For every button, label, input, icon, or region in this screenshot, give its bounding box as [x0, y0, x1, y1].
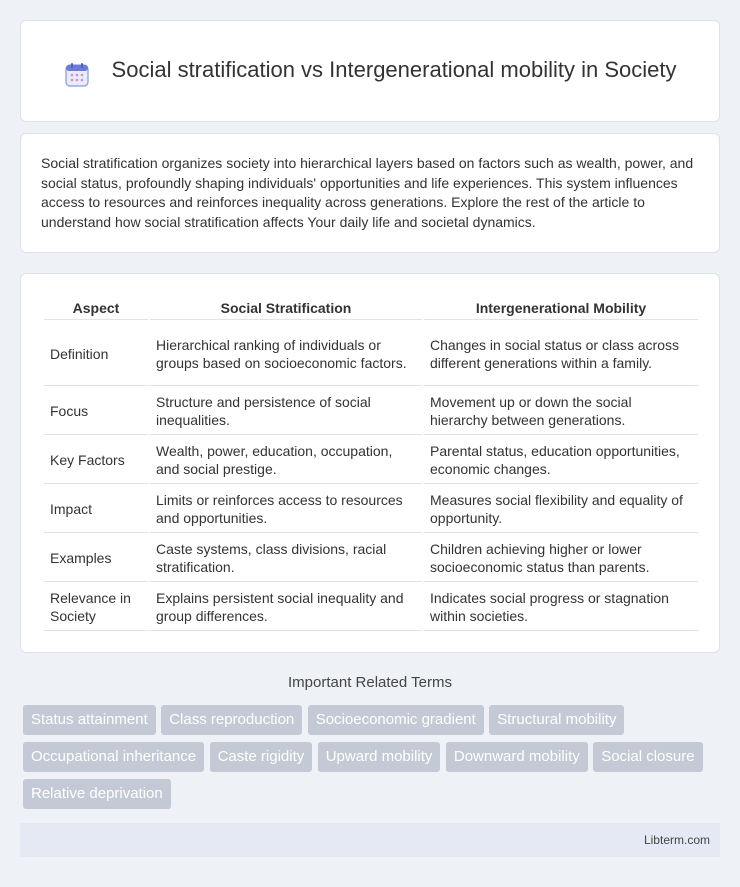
tag-occupational-inheritance[interactable]: Occupational inheritance	[23, 742, 204, 772]
table-row	[44, 322, 698, 386]
cell-mobility: Parental status, education opportunities, economic changes.	[424, 437, 698, 484]
footer	[20, 823, 720, 857]
cell-stratification: Hierarchical ranking of individuals or groups based on socioeconomic factors.	[150, 322, 422, 386]
table-row	[44, 437, 698, 484]
cell-aspect: Focus	[44, 388, 148, 435]
intro-card	[20, 133, 720, 253]
tag-socioeconomic-gradient[interactable]: Socioeconomic gradient	[308, 705, 484, 735]
tag-downward-mobility[interactable]: Downward mobility	[446, 742, 588, 772]
header-social-stratification: Social Stratification	[150, 296, 422, 320]
tag-social-closure[interactable]: Social closure	[593, 742, 702, 772]
cell-aspect: Examples	[44, 535, 148, 582]
comparison-card	[20, 273, 720, 653]
comparison-table	[42, 294, 700, 633]
cell-stratification: Caste systems, class divisions, racial stratification.	[150, 535, 422, 582]
tag-caste-rigidity[interactable]: Caste rigidity	[210, 742, 313, 772]
cell-aspect: Impact	[44, 486, 148, 533]
header-aspect: Aspect	[44, 296, 148, 320]
table-row	[44, 535, 698, 582]
tag-upward-mobility[interactable]: Upward mobility	[318, 742, 441, 772]
title-card	[20, 20, 720, 122]
tag-status-attainment[interactable]: Status attainment	[23, 705, 156, 735]
tag-structural-mobility[interactable]: Structural mobility	[489, 705, 624, 735]
cell-mobility: Children achieving higher or lower socioeconomic status than parents.	[424, 535, 698, 582]
header-intergenerational-mobility: Intergenerational Mobility	[424, 296, 698, 320]
title-wrap	[24, 55, 717, 88]
cell-stratification: Wealth, power, education, occupation, and social prestige.	[150, 437, 422, 484]
cell-aspect: Key Factors	[44, 437, 148, 484]
intro-paragraph: Social stratification organizes society into hierarchical layers based on factors such as wealth, power, and social status, profoundly shaping individuals' opportunities and life experiences. This system influences access to resources and reinforces inequality across generations. Explore the rest of the article to understand how social stratification affects Your daily life and societal dynamics.	[41, 155, 694, 230]
related-terms-title: Important Related Terms	[288, 674, 452, 691]
tag-class-reproduction[interactable]: Class reproduction	[161, 705, 302, 735]
related-terms-tags	[23, 705, 723, 816]
cell-aspect: Definition	[44, 322, 148, 386]
cell-stratification: Structure and persistence of social inequalities.	[150, 388, 422, 435]
page-title: Social stratification vs Intergenerational mobility in Society	[111, 56, 677, 82]
cell-stratification: Limits or reinforces access to resources and opportunities.	[150, 486, 422, 533]
cell-mobility: Movement up or down the social hierarchy between generations.	[424, 388, 698, 435]
calendar-icon	[64, 62, 90, 88]
table-row	[44, 388, 698, 435]
table-row	[44, 584, 698, 631]
table-row	[44, 486, 698, 533]
tag-relative-deprivation[interactable]: Relative deprivation	[23, 779, 171, 809]
cell-stratification: Explains persistent social inequality and group differences.	[150, 584, 422, 631]
cell-mobility: Indicates social progress or stagnation within societies.	[424, 584, 698, 631]
table-header-row	[44, 296, 698, 320]
cell-mobility: Measures social flexibility and equality of opportunity.	[424, 486, 698, 533]
footer-brand[interactable]: Libterm.com	[643, 833, 710, 847]
cell-aspect: Relevance in Society	[44, 584, 148, 631]
cell-mobility: Changes in social status or class across different generations within a family.	[424, 322, 698, 386]
